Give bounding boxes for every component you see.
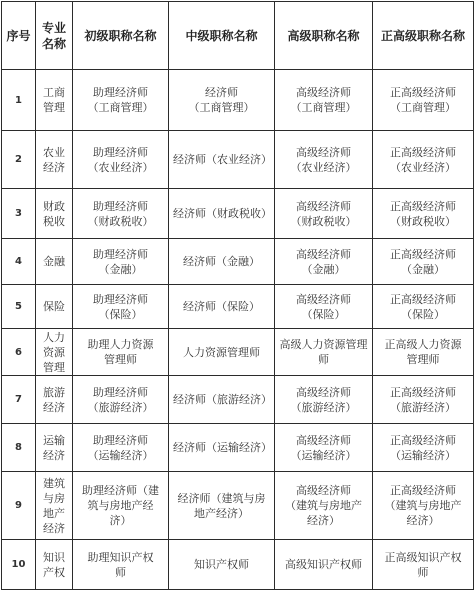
row-intermediate: 经济师（旅游经济） bbox=[169, 376, 275, 424]
row-intermediate: 经济师（财政税收） bbox=[169, 189, 275, 239]
row-intermediate: 经济师（农业经济） bbox=[169, 131, 275, 189]
row-full-senior: 正高级经济师 （工商管理） bbox=[373, 70, 474, 131]
row-junior: 助理经济师 （保险） bbox=[73, 285, 169, 329]
row-senior: 高级经济师 （旅游经济） bbox=[275, 376, 373, 424]
table-row bbox=[2, 329, 474, 376]
row-major: 农业 经济 bbox=[36, 131, 73, 189]
row-full-senior: 正高级经济师 （农业经济） bbox=[373, 131, 474, 189]
row-full-senior: 正高级经济师 （建筑与房地产 经济） bbox=[373, 472, 474, 540]
table-row bbox=[2, 424, 474, 472]
row-index: 1 bbox=[2, 70, 36, 131]
row-intermediate: 经济师（保险） bbox=[169, 285, 275, 329]
header-index: 序号 bbox=[2, 2, 36, 70]
row-major: 建筑 与房 地产 经济 bbox=[36, 472, 73, 540]
row-major: 财政 税收 bbox=[36, 189, 73, 239]
row-senior: 高级经济师 （财政税收） bbox=[275, 189, 373, 239]
row-index: 6 bbox=[2, 329, 36, 376]
row-full-senior: 正高级经济师 （财政税收） bbox=[373, 189, 474, 239]
table-row bbox=[2, 540, 474, 590]
row-major: 金融 bbox=[36, 239, 73, 285]
header-full-senior: 正高级职称名称 bbox=[373, 2, 474, 70]
header-senior: 高级职称名称 bbox=[275, 2, 373, 70]
row-major: 保险 bbox=[36, 285, 73, 329]
row-full-senior: 正高级经济师 （保险） bbox=[373, 285, 474, 329]
row-intermediate: 经济师（运输经济） bbox=[169, 424, 275, 472]
row-major: 人力 资源 管理 bbox=[36, 329, 73, 376]
title-table bbox=[1, 1, 474, 590]
row-index: 4 bbox=[2, 239, 36, 285]
row-index: 10 bbox=[2, 540, 36, 590]
table-row bbox=[2, 472, 474, 540]
table-row bbox=[2, 70, 474, 131]
header-junior: 初级职称名称 bbox=[73, 2, 169, 70]
row-junior: 助理经济师 （运输经济） bbox=[73, 424, 169, 472]
row-senior: 高级知识产权师 bbox=[275, 540, 373, 590]
table-row bbox=[2, 376, 474, 424]
row-junior: 助理经济师 （工商管理） bbox=[73, 70, 169, 131]
row-senior: 高级经济师 （工商管理） bbox=[275, 70, 373, 131]
row-intermediate: 经济师（金融） bbox=[169, 239, 275, 285]
header-intermediate: 中级职称名称 bbox=[169, 2, 275, 70]
row-full-senior: 正高级经济师 （金融） bbox=[373, 239, 474, 285]
row-index: 5 bbox=[2, 285, 36, 329]
row-major: 旅游 经济 bbox=[36, 376, 73, 424]
row-major: 知识 产权 bbox=[36, 540, 73, 590]
row-major: 运输 经济 bbox=[36, 424, 73, 472]
row-full-senior: 正高级人力资源 管理师 bbox=[373, 329, 474, 376]
row-index: 3 bbox=[2, 189, 36, 239]
header-row bbox=[2, 2, 474, 70]
table-row bbox=[2, 189, 474, 239]
row-senior: 高级经济师 （农业经济） bbox=[275, 131, 373, 189]
row-senior: 高级经济师 （建筑与房地产 经济） bbox=[275, 472, 373, 540]
row-junior: 助理经济师 （金融） bbox=[73, 239, 169, 285]
row-index: 7 bbox=[2, 376, 36, 424]
row-junior: 助理经济师 （财政税收） bbox=[73, 189, 169, 239]
table-row bbox=[2, 239, 474, 285]
row-junior: 助理经济师（建 筑与房地产经 济） bbox=[73, 472, 169, 540]
row-index: 9 bbox=[2, 472, 36, 540]
row-junior: 助理经济师 （旅游经济） bbox=[73, 376, 169, 424]
row-senior: 高级经济师 （金融） bbox=[275, 239, 373, 285]
header-major: 专业 名称 bbox=[36, 2, 73, 70]
row-major: 工商 管理 bbox=[36, 70, 73, 131]
row-full-senior: 正高级知识产权 师 bbox=[373, 540, 474, 590]
row-intermediate: 经济师（建筑与房 地产经济） bbox=[169, 472, 275, 540]
row-full-senior: 正高级经济师 （旅游经济） bbox=[373, 376, 474, 424]
row-senior: 高级人力资源管理师 bbox=[275, 329, 373, 376]
row-full-senior: 正高级经济师 （运输经济） bbox=[373, 424, 474, 472]
table-row bbox=[2, 285, 474, 329]
row-intermediate: 人力资源管理师 bbox=[169, 329, 275, 376]
row-junior: 助理经济师 （农业经济） bbox=[73, 131, 169, 189]
row-senior: 高级经济师 （运输经济） bbox=[275, 424, 373, 472]
table-row bbox=[2, 131, 474, 189]
row-intermediate: 知识产权师 bbox=[169, 540, 275, 590]
row-index: 2 bbox=[2, 131, 36, 189]
row-junior: 助理人力资源 管理师 bbox=[73, 329, 169, 376]
row-senior: 高级经济师 （保险） bbox=[275, 285, 373, 329]
row-junior: 助理知识产权 师 bbox=[73, 540, 169, 590]
row-intermediate: 经济师 （工商管理） bbox=[169, 70, 275, 131]
row-index: 8 bbox=[2, 424, 36, 472]
